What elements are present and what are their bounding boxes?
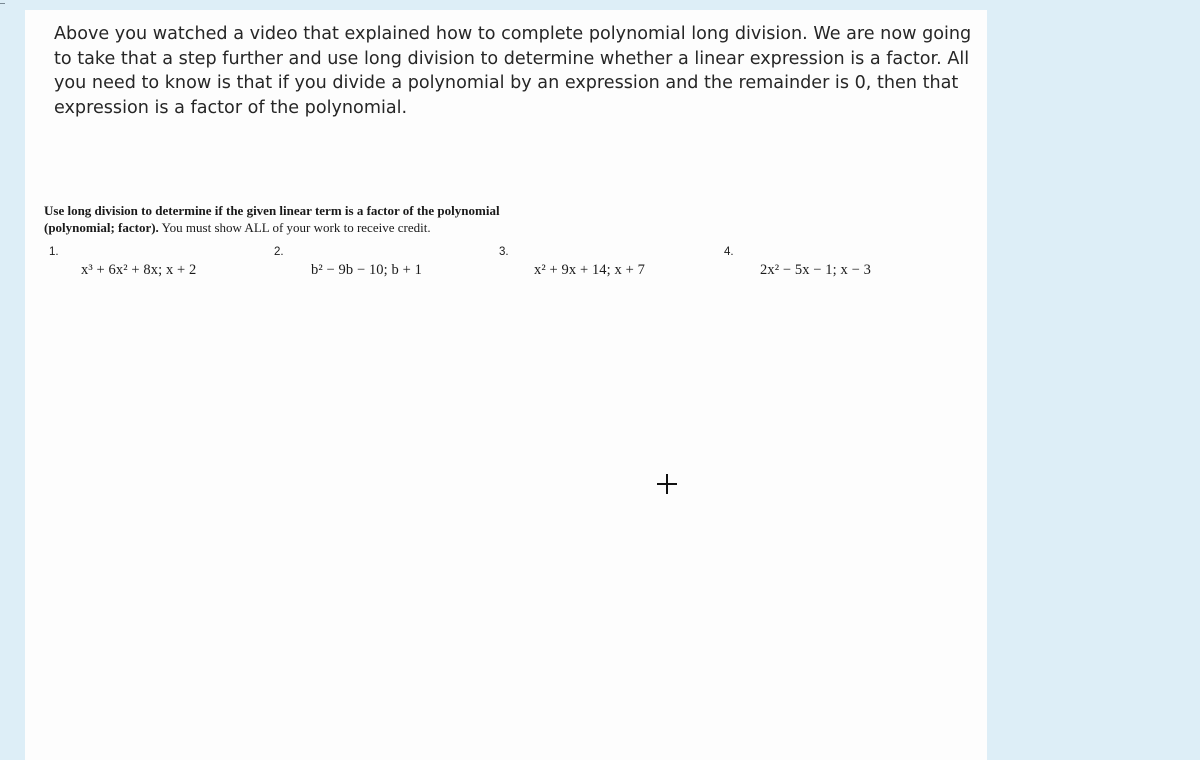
instructions-line-1: Use long division to determine if the given linear term is a factor of the polynomial [44, 203, 500, 218]
intro-paragraph: Above you watched a video that explained how to complete polynomial long division. We are now going to take that a step further and use long division to determine whether a linear expression is a factor. All you need to know is that if you divide a polynomial by an expression and the remainder is 0, then that expression is a factor of the polynomial. [54, 24, 972, 118]
instructions-requirement: You must show ALL of your work to receive credit. [158, 220, 431, 235]
crosshair-cursor-icon [657, 474, 677, 494]
problem-number: 3. [499, 246, 509, 258]
problem-expression: b² − 9b − 10; b + 1 [311, 262, 422, 278]
problem-number: 4. [724, 246, 734, 258]
corner-mark [0, 0, 5, 4]
problem-number: 1. [49, 246, 59, 258]
problem-expression: x² + 9x + 14; x + 7 [534, 262, 645, 278]
instructions-format: (polynomial; factor). [44, 220, 159, 235]
instructions [44, 202, 604, 236]
document-page [25, 10, 987, 760]
problem-number: 2. [274, 246, 284, 258]
problem-expression: x³ + 6x² + 8x; x + 2 [81, 262, 197, 278]
problem-expression: 2x² − 5x − 1; x − 3 [760, 262, 871, 278]
